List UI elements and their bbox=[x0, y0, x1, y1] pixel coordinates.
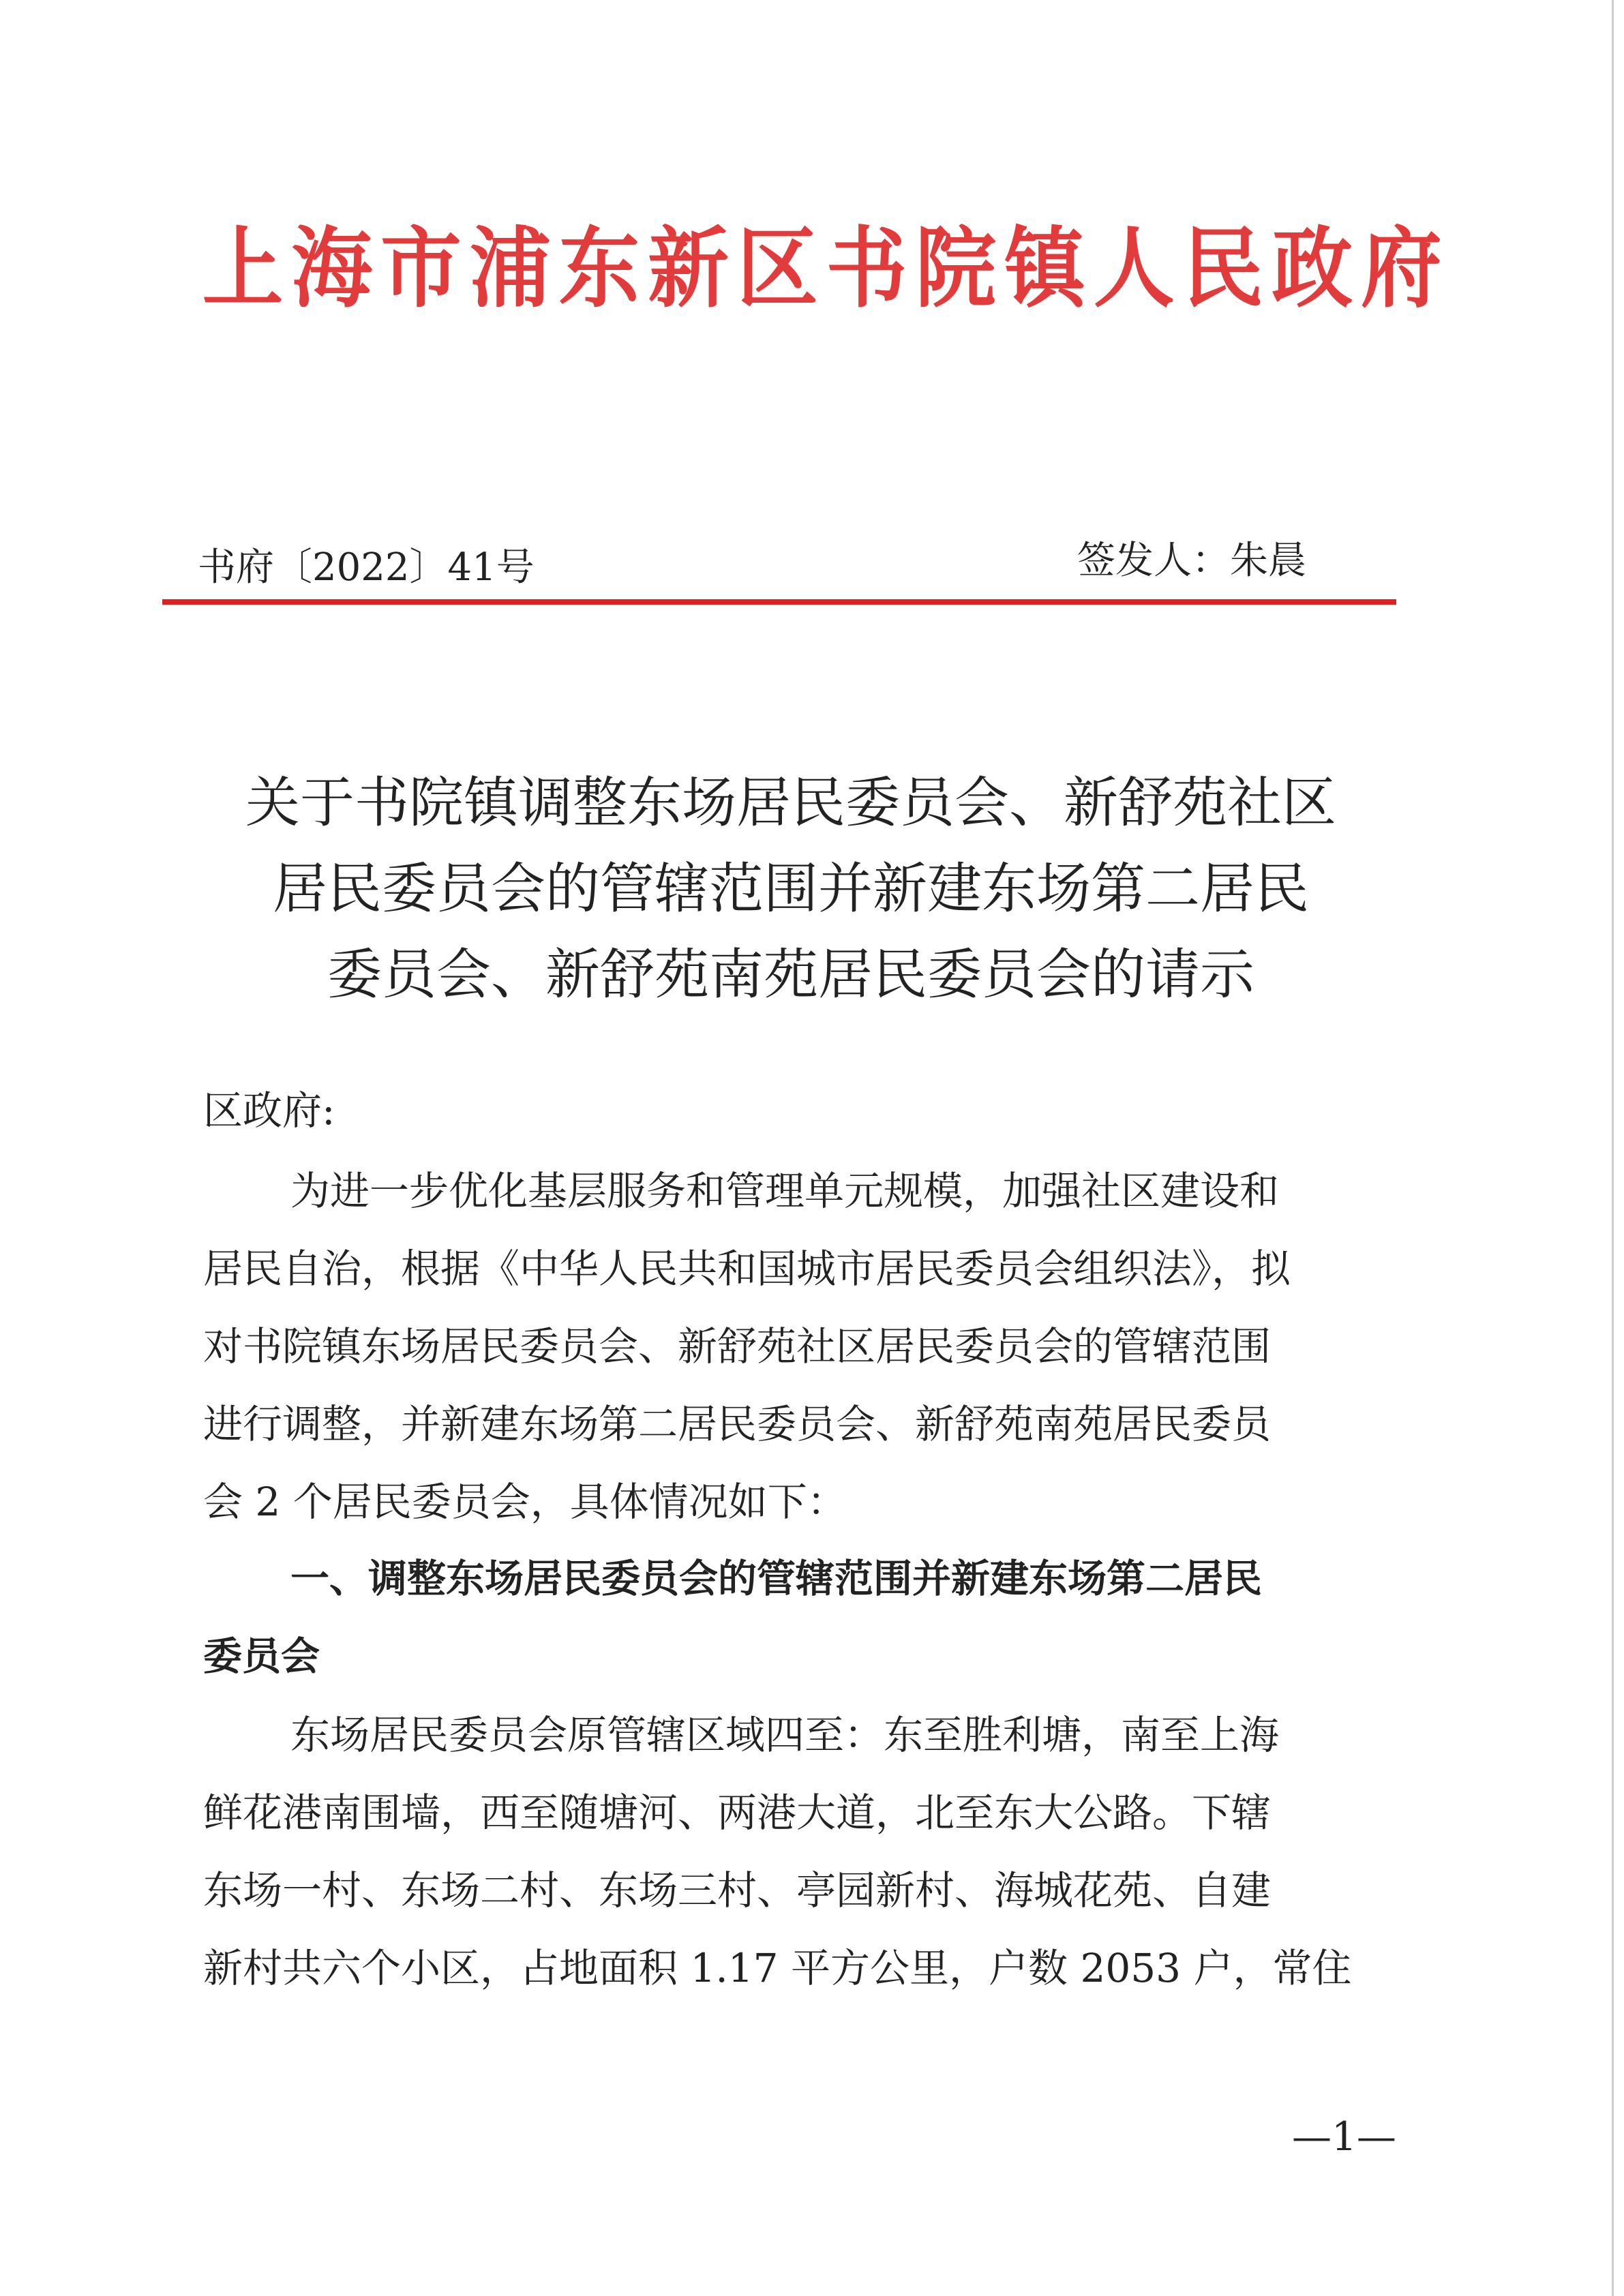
subject-line: 居民委员会的管辖范围并新建东场第二居民 bbox=[273, 857, 1309, 920]
body-line: 会 2 个居民委员会，具体情况如下： bbox=[203, 1479, 847, 1525]
addressee: 区政府: bbox=[203, 1087, 335, 1134]
issuing-authority-title: 上海市浦东新区书院镇人民政府 bbox=[202, 217, 1450, 320]
section-heading-continued: 委员会 bbox=[203, 1634, 320, 1679]
body-line: 对书院镇东场居民委员会、新舒苑社区居民委员会的管辖范围 bbox=[203, 1323, 1272, 1370]
body-line: 居民自治，根据《中华人民共和国城市居民委员会组织法》，拟 bbox=[203, 1245, 1291, 1292]
page-number: —1— bbox=[1292, 2113, 1396, 2160]
subject-line: 委员会、新舒苑南苑居民委员会的请示 bbox=[327, 943, 1254, 1006]
subject-line: 关于书院镇调整东场居民委员会、新舒苑社区 bbox=[245, 771, 1336, 834]
section-heading: 一、调整东场居民委员会的管辖范围并新建东场第二居民 bbox=[290, 1556, 1262, 1601]
document-number: 书府〔2022〕41号 bbox=[198, 545, 535, 590]
document-subject bbox=[177, 760, 1404, 1018]
body-line: 新村共六个小区，占地面积 1.17 平方公里，户数 2053 户，常住 bbox=[203, 1945, 1352, 1991]
body-line: 东场一村、东场二村、东场三村、亭园新村、海城花苑、自建 bbox=[203, 1867, 1272, 1914]
body-line: 为进一步优化基层服务和管理单元规模，加强社区建设和 bbox=[290, 1168, 1280, 1214]
body-line: 东场居民委员会原管辖区域四至：东至胜利塘，南至上海 bbox=[290, 1712, 1280, 1758]
body-line: 进行调整，并新建东场第二居民委员会、新舒苑南苑居民委员 bbox=[203, 1401, 1272, 1447]
body-line: 鲜花港南围墙，西至随塘河、两港大道，北至东大公路。下辖 bbox=[203, 1789, 1272, 1836]
red-separator-line bbox=[162, 599, 1396, 605]
page-edge bbox=[1612, 0, 1614, 2296]
issuer-signature: 签发人：朱晨 bbox=[1077, 539, 1306, 583]
